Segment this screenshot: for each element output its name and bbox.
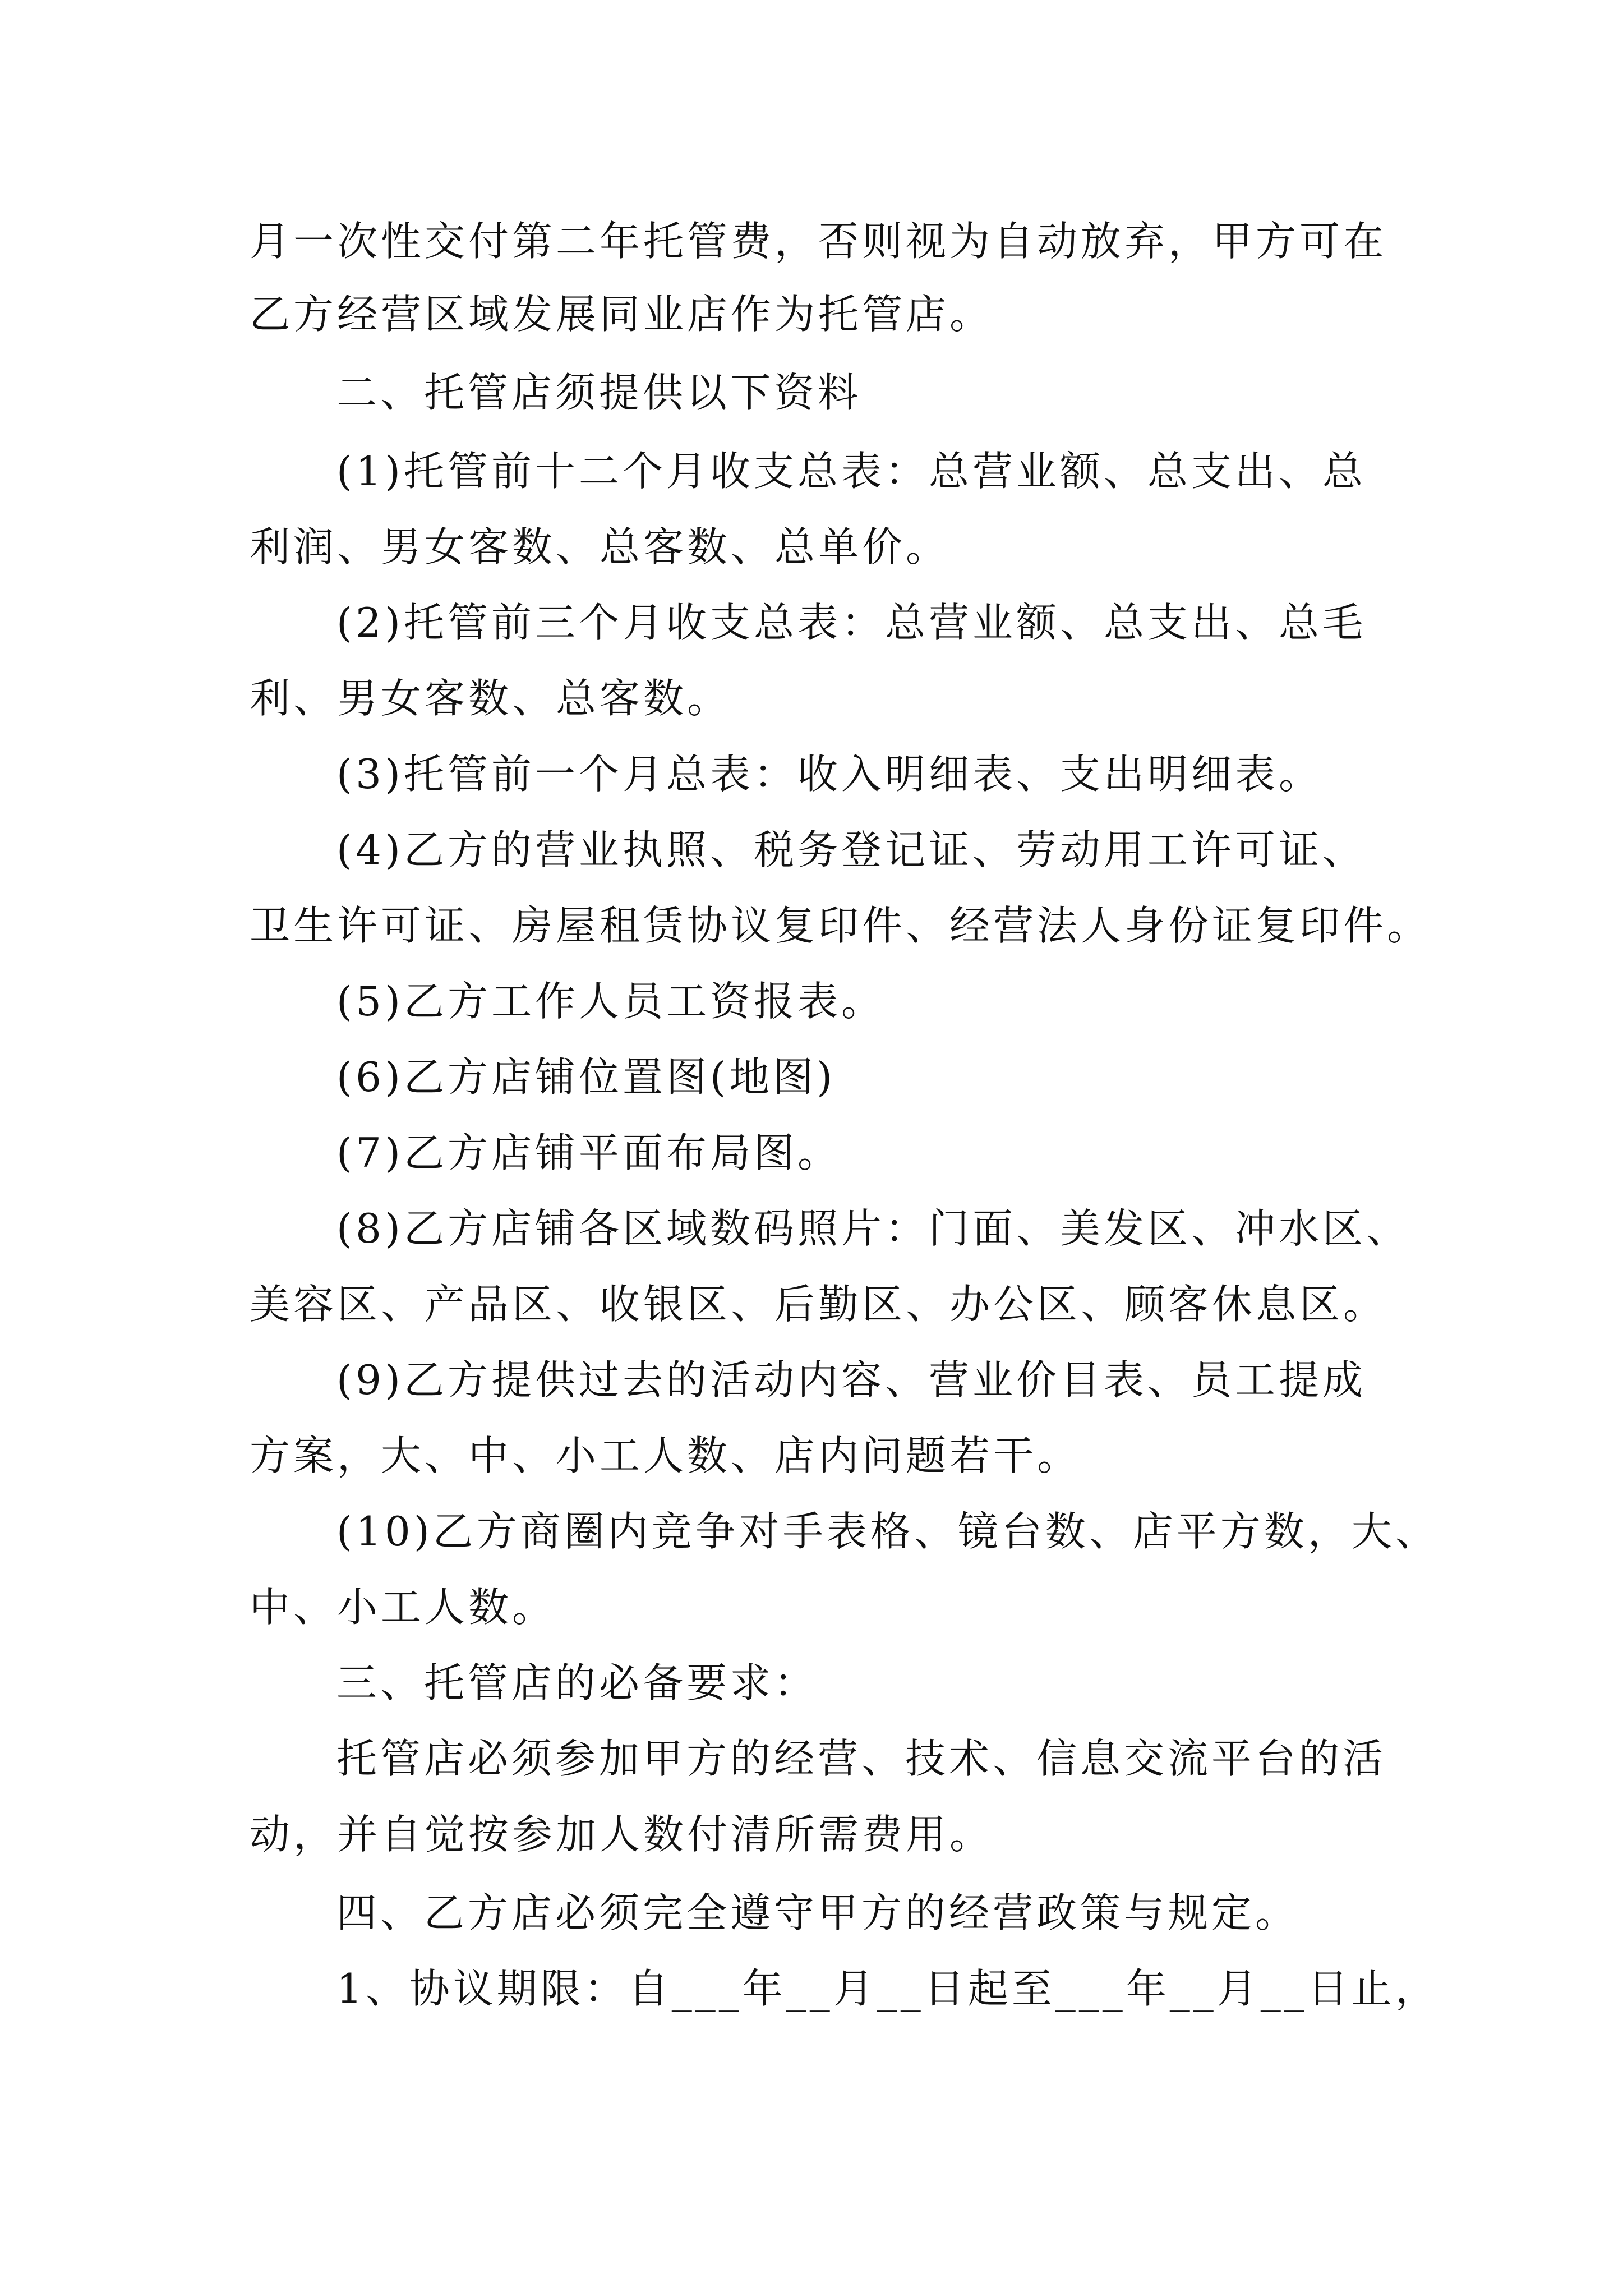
text-line: 月一次性交付第二年托管费，否则视为自动放弃，甲方可在	[250, 218, 1387, 265]
section-heading: 二、托管店须提供以下资料	[336, 369, 862, 416]
text-line: 1、协议期限：自___年__月__日起至___年__月__日止，	[336, 1965, 1439, 2012]
text-line: (10)乙方商圈内竞争对手表格、镜台数、店平方数，大、	[336, 1508, 1439, 1555]
text-line: 方案，大、中、小工人数、店内问题若干。	[250, 1432, 1081, 1479]
text-line: (3)托管前一个月总表：收入明细表、支出明细表。	[336, 751, 1322, 798]
text-line: 利、男女客数、总客数。	[250, 675, 731, 722]
text-line: (6)乙方店铺位置图(地图)	[336, 1053, 836, 1101]
text-line: 托管店必须参加甲方的经营、技术、信息交流平台的活	[336, 1735, 1387, 1782]
text-line: (5)乙方工作人员工资报表。	[336, 978, 885, 1025]
section-heading: 四、乙方店必须完全遵守甲方的经营政策与规定。	[336, 1889, 1299, 1936]
text-line: (1)托管前十二个月收支总表：总营业额、总支出、总	[336, 448, 1366, 495]
text-line: 乙方经营区域发展同业店作为托管店。	[250, 291, 994, 338]
text-line: (8)乙方店铺各区域数码照片：门面、美发区、冲水区、	[336, 1205, 1410, 1252]
section-heading: 三、托管店的必备要求：	[336, 1659, 818, 1706]
text-line: 利润、男女客数、总客数、总单价。	[250, 523, 950, 570]
text-line: 动，并自觉按参加人数付清所需费用。	[250, 1811, 994, 1858]
text-line: (4)乙方的营业执照、税务登记证、劳动用工许可证、	[336, 826, 1366, 873]
text-line: (9)乙方提供过去的活动内容、营业价目表、员工提成	[336, 1356, 1366, 1404]
text-line: 卫生许可证、房屋租赁协议复印件、经营法人身份证复印件。	[250, 902, 1431, 949]
text-line: 中、小工人数。	[250, 1584, 556, 1631]
text-line: (2)托管前三个月收支总表：总营业额、总支出、总毛	[336, 599, 1366, 646]
text-line: 美容区、产品区、收银区、后勤区、办公区、顾客休息区。	[250, 1281, 1387, 1328]
text-line: (7)乙方店铺平面布局图。	[336, 1129, 841, 1176]
